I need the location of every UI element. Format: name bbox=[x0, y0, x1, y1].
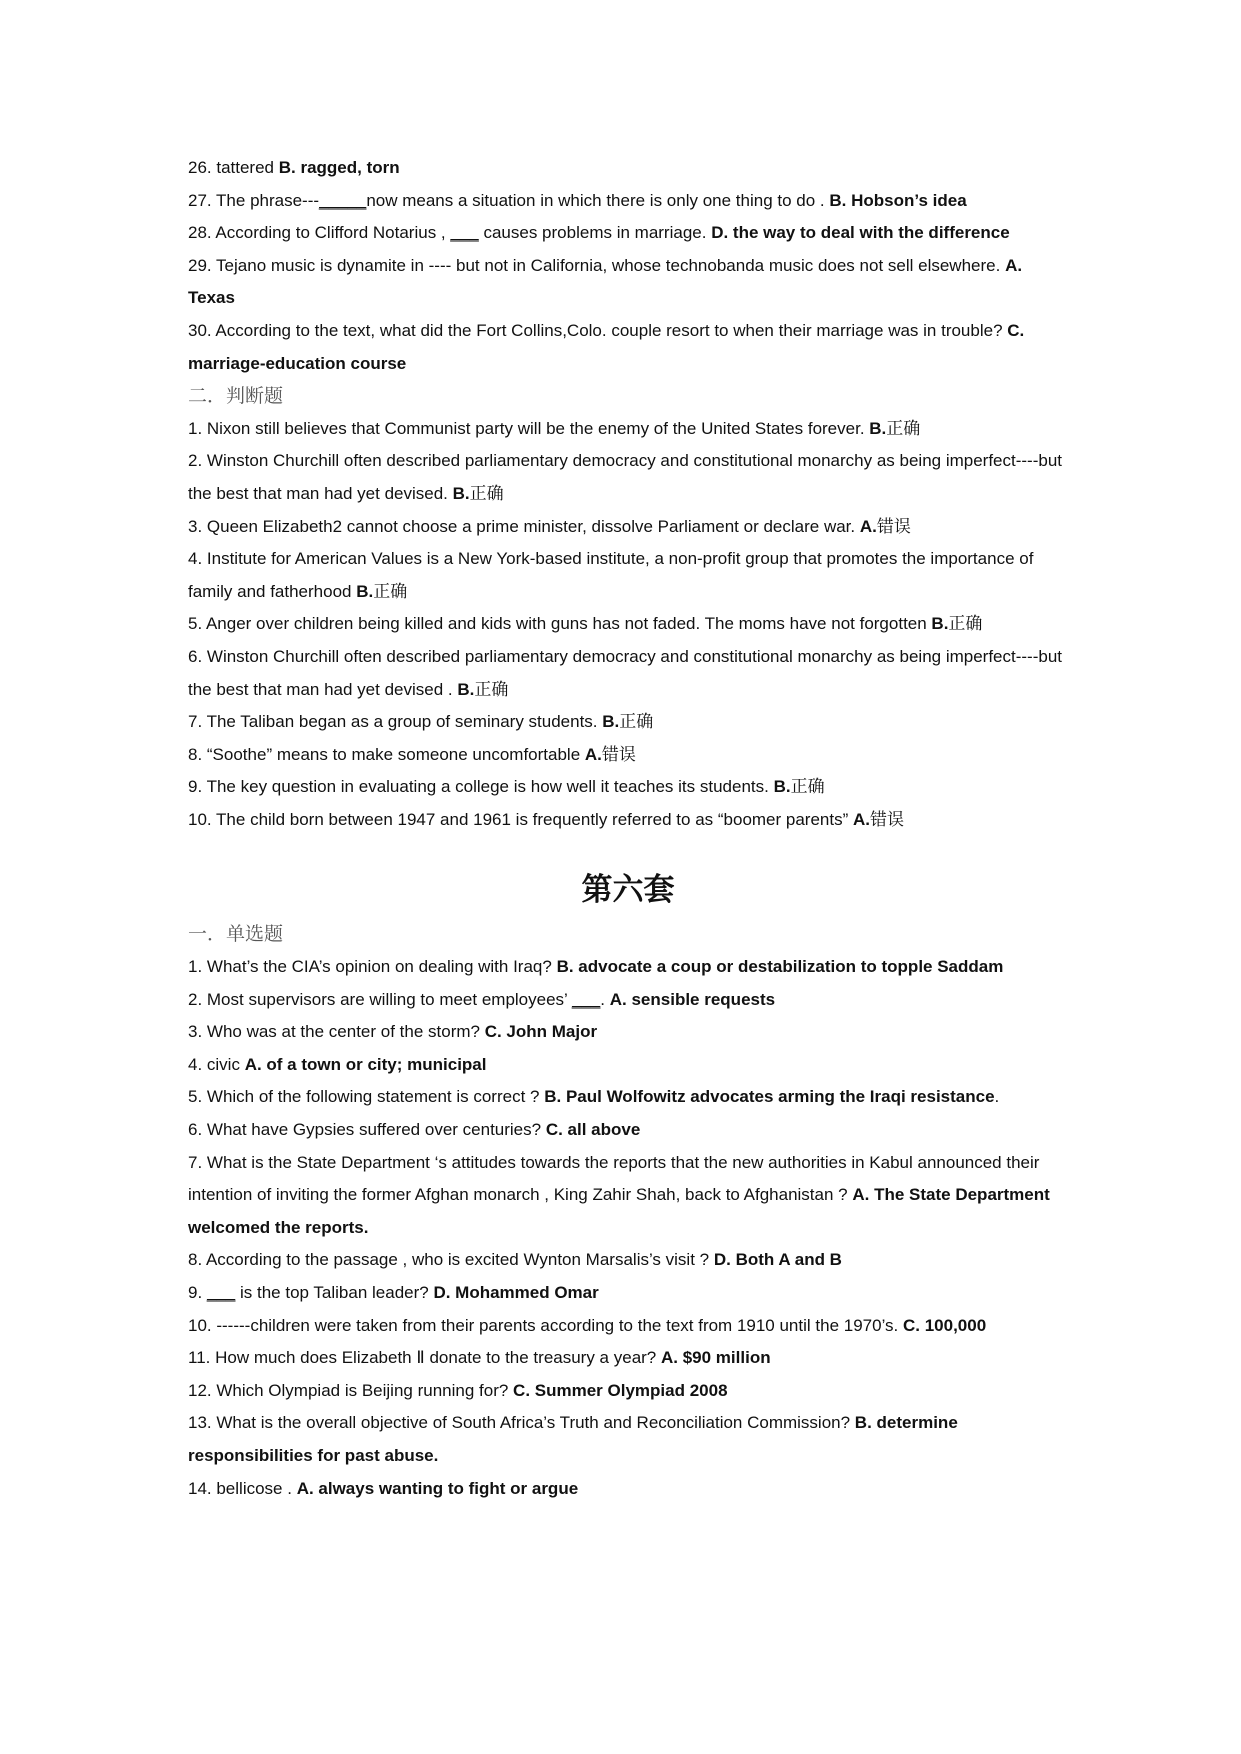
answer-text: B. bbox=[602, 712, 620, 732]
question-text: 9. bbox=[188, 1283, 207, 1302]
question-text: 8. According to the passage , who is excited Wynton Marsalis’s visit ? bbox=[188, 1250, 714, 1270]
answer-text: B. determine responsibilities for past abuse. bbox=[188, 1413, 958, 1465]
question-item bbox=[188, 1147, 1068, 1245]
question-text: 26. tattered bbox=[188, 158, 279, 177]
question-text: 7. The Taliban began as a group of seminary students. bbox=[188, 712, 603, 732]
answer-text: A. of a town or city; municipal bbox=[244, 1054, 487, 1074]
answer-text: B. ragged, torn bbox=[278, 158, 400, 177]
question-item bbox=[188, 984, 1068, 1017]
question-text: 28. According to Clifford Notarius , bbox=[188, 223, 451, 243]
answer-text: A. The State Department welcomed the reports. bbox=[188, 1185, 1050, 1237]
question-text: now means a situation in which there is only one thing to do . bbox=[366, 190, 830, 210]
answer-text: C. all above bbox=[545, 1120, 641, 1140]
question-text: 10. The child born between 1947 and 1961 is frequently referred to as “boomer parents” bbox=[188, 809, 853, 829]
answer-judgement: 正确 bbox=[469, 483, 504, 503]
question-item bbox=[188, 152, 1068, 185]
answer-judgement: 正确 bbox=[474, 679, 509, 699]
question-text: 13. What is the overall objective of South Africa’s Truth and Reconciliation Commission? bbox=[188, 1413, 855, 1433]
question-text: 6. Winston Churchill often described parliamentary democracy and constitutional monarchy as being imperfect----but the best that man had yet devised . bbox=[188, 646, 1063, 699]
question-text: . bbox=[994, 1087, 1000, 1107]
answer-judgement: 正确 bbox=[373, 581, 408, 601]
question-item bbox=[188, 1016, 1068, 1049]
question-text: 5. Which of the following statement is correct ? bbox=[188, 1087, 545, 1107]
answer-text: B. bbox=[773, 777, 791, 797]
question-text: 4. Institute for American Values is a New York-based institute, a non-profit group that promotes the importance of family and fatherhood bbox=[188, 549, 1034, 601]
question-item bbox=[188, 1473, 1068, 1506]
question-text: 11. How much does Elizabeth Ⅱ donate to the treasury a year? bbox=[188, 1348, 661, 1368]
document-content bbox=[188, 152, 1068, 1505]
answer-text: C. John Major bbox=[484, 1022, 598, 1042]
answer-text: D. the way to deal with the difference bbox=[711, 223, 1010, 243]
question-item bbox=[188, 511, 1068, 544]
question-text: 2. Winston Churchill often described parliamentary democracy and constitutional monarchy as being imperfect----but the best that man had yet devised. bbox=[188, 451, 1063, 503]
question-text: 10. ------children were taken from their parents according to the text from 1910 until the 1970’s. bbox=[188, 1315, 903, 1335]
answer-text: A. $90 million bbox=[661, 1348, 771, 1368]
answer-judgement: 错误 bbox=[601, 744, 636, 764]
question-item bbox=[188, 413, 1068, 446]
question-text: 1. What’s the CIA’s opinion on dealing with Iraq? bbox=[188, 957, 557, 977]
answer-text: C. 100,000 bbox=[902, 1315, 987, 1335]
answer-text: A. bbox=[859, 516, 877, 536]
question-text: 14. bellicose . bbox=[188, 1478, 297, 1498]
question-item bbox=[188, 706, 1068, 739]
question-item bbox=[188, 315, 1068, 380]
question-item bbox=[188, 1277, 1068, 1310]
question-item bbox=[188, 641, 1068, 706]
question-item bbox=[188, 1081, 1068, 1114]
question-text: . bbox=[600, 989, 610, 1009]
question-text: 2. Most supervisors are willing to meet employees’ bbox=[188, 989, 572, 1009]
question-text: 30. According to the text, what did the Fort Collins,Colo. couple resort to when their marriage was in trouble? bbox=[188, 320, 1008, 340]
question-text: 9. The key question in evaluating a college is how well it teaches its students. bbox=[188, 777, 774, 797]
question-text: 3. Queen Elizabeth2 cannot choose a prime minister, dissolve Parliament or declare war. bbox=[188, 516, 860, 536]
question-item bbox=[188, 608, 1068, 641]
question-item bbox=[188, 1114, 1068, 1147]
question-item bbox=[188, 1407, 1068, 1472]
answer-text: B. bbox=[931, 614, 949, 634]
question-text: is the top Taliban leader? bbox=[235, 1283, 434, 1302]
answer-judgement: 正确 bbox=[948, 614, 983, 634]
answer-text: B. advocate a coup or destabilization to topple Saddam bbox=[556, 957, 1004, 977]
answer-judgement: 正确 bbox=[619, 712, 654, 732]
question-text: causes problems in marriage. bbox=[478, 223, 712, 243]
question-text: 29. Tejano music is dynamite in ---- but not in California, whose technobanda music does not sell elsewhere. bbox=[188, 255, 1006, 275]
section-heading: 二．判断题 bbox=[188, 385, 284, 408]
answer-text: B. bbox=[869, 418, 887, 438]
question-item bbox=[188, 543, 1068, 608]
question-item bbox=[188, 1049, 1068, 1082]
section-heading: 一．单选题 bbox=[188, 923, 284, 946]
question-item bbox=[188, 185, 1068, 218]
question-text: 7. What is the State Department ‘s attitudes towards the reports that the new authorities in Kabul announced their intention of inviting the former Afghan monarch , King Zahir Shah, back to Afghanistan ? bbox=[188, 1152, 1040, 1205]
question-text: 1. Nixon still believes that Communist party will be the enemy of the United States forever. bbox=[188, 418, 870, 438]
question-text: 12. Which Olympiad is Beijing running for? bbox=[188, 1380, 514, 1400]
answer-text: A. bbox=[852, 809, 870, 829]
answer-text: A. Texas bbox=[188, 255, 1023, 308]
answer-blank: _____ bbox=[319, 190, 367, 210]
question-item bbox=[188, 250, 1068, 315]
answer-text: D. Both A and B bbox=[713, 1250, 842, 1270]
answer-judgement: 错误 bbox=[869, 809, 904, 829]
question-item bbox=[188, 1244, 1068, 1277]
question-item bbox=[188, 771, 1068, 804]
answer-text: B. Paul Wolfowitz advocates arming the Iraqi resistance bbox=[544, 1087, 995, 1107]
question-text: 6. What have Gypsies suffered over centuries? bbox=[188, 1120, 546, 1140]
answer-text: B. Hobson’s idea bbox=[829, 190, 967, 210]
question-text: 8. “Soothe” means to make someone uncomfortable bbox=[188, 744, 585, 764]
answer-text: B. bbox=[457, 679, 475, 699]
question-item bbox=[188, 445, 1068, 510]
question-item bbox=[188, 1375, 1068, 1408]
answer-blank: ___ bbox=[450, 223, 479, 243]
answer-blank: ___ bbox=[206, 1283, 236, 1302]
answer-text: A. sensible requests bbox=[609, 989, 776, 1009]
answer-judgement: 正确 bbox=[790, 777, 825, 797]
answer-judgement: 错误 bbox=[876, 516, 911, 536]
question-item bbox=[188, 951, 1068, 984]
question-text: 27. The phrase--- bbox=[188, 190, 320, 210]
answer-text: C. Summer Olympiad 2008 bbox=[513, 1380, 728, 1400]
question-item bbox=[188, 1342, 1068, 1375]
answer-text: D. Mohammed Omar bbox=[433, 1283, 599, 1302]
answer-text: B. bbox=[356, 581, 374, 601]
question-text: 3. Who was at the center of the storm? bbox=[188, 1022, 485, 1042]
question-item bbox=[188, 804, 1068, 837]
question-text: 5. Anger over children being killed and kids with guns has not faded. The moms have not forgotten bbox=[188, 614, 932, 634]
question-item bbox=[188, 1310, 1068, 1343]
set-title: 第六套 bbox=[581, 872, 675, 909]
answer-blank: ___ bbox=[571, 989, 601, 1009]
question-text: 4. civic bbox=[188, 1054, 245, 1074]
answer-text: A. always wanting to fight or argue bbox=[296, 1478, 579, 1498]
question-item bbox=[188, 217, 1068, 250]
answer-judgement: 正确 bbox=[886, 418, 921, 438]
answer-text: A. bbox=[584, 744, 602, 764]
question-item bbox=[188, 739, 1068, 772]
answer-text: B. bbox=[452, 483, 470, 503]
answer-text: C. marriage-education course bbox=[188, 320, 1025, 373]
